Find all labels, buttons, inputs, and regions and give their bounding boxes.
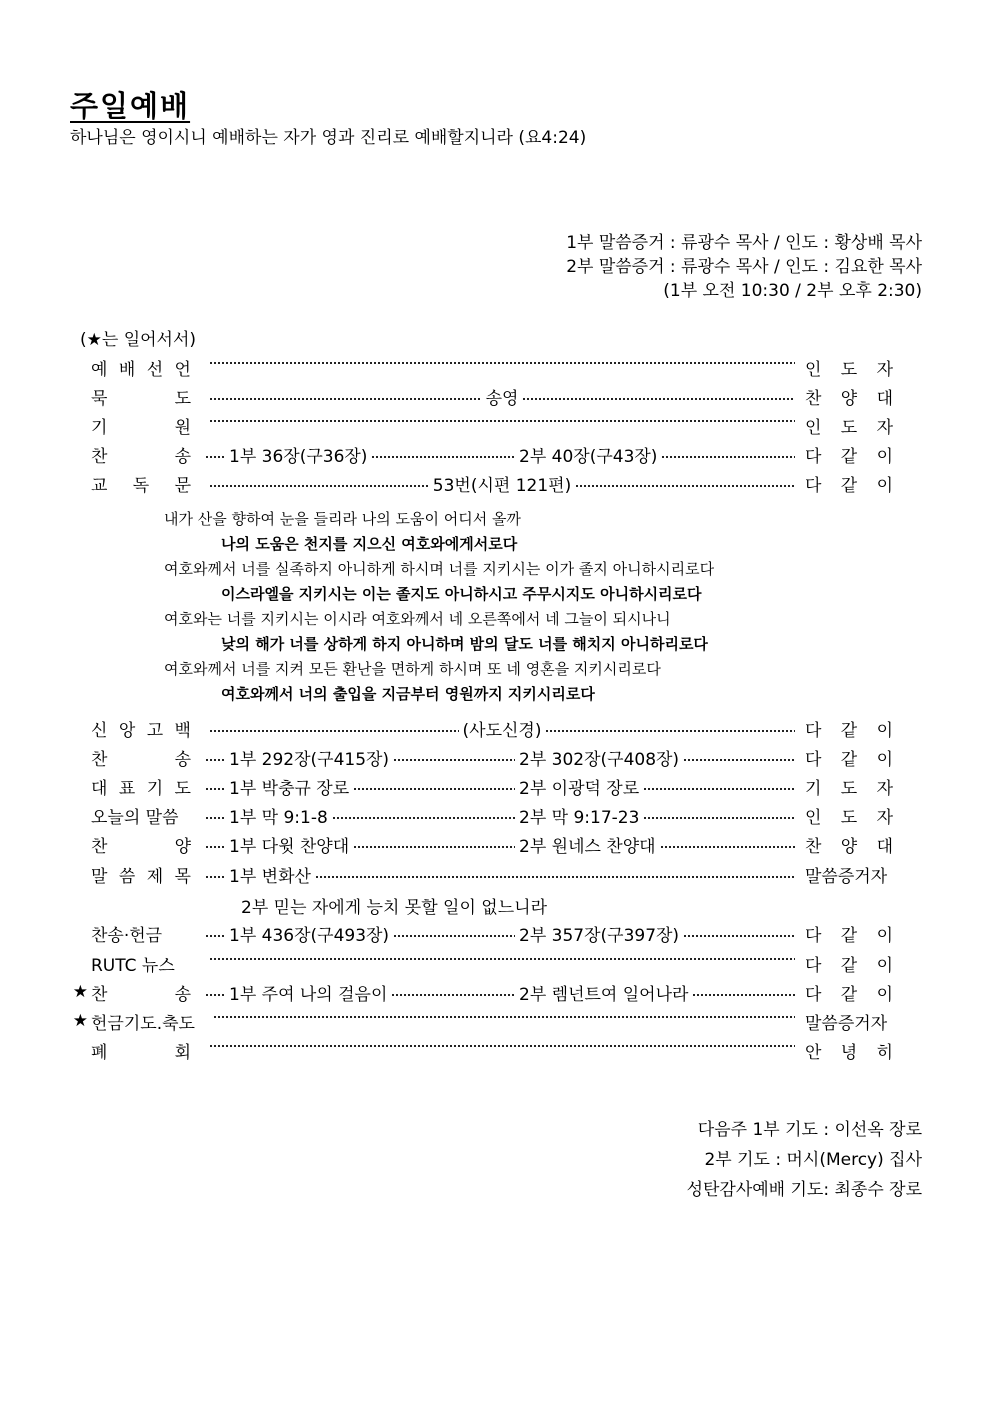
order-label: 찬 송 xyxy=(91,446,191,467)
order-label: 헌금기도.축도 xyxy=(91,1013,195,1034)
order-person: 다 같 이 xyxy=(805,749,893,770)
order-part1: 1부 주여 나의 걸음이 xyxy=(229,984,388,1005)
order-part2: 2부 40장(구43장) xyxy=(519,446,658,467)
order-row-silent-prayer xyxy=(68,382,893,410)
footer-line: 성탄감사예배 기도: 최종수 장로 xyxy=(686,1180,922,1200)
order-row-anthem xyxy=(68,830,893,858)
order-part1: 1부 다윗 찬양대 xyxy=(229,836,350,857)
order-person: 기 도 자 xyxy=(805,778,893,799)
order-label: 폐 회 xyxy=(91,1042,191,1063)
order-person: 안 녕 히 xyxy=(805,1042,893,1063)
order-person: 말씀증거자 xyxy=(805,1013,888,1034)
psalm-line: 여호와께서 너의 출입을 지금부터 영원까지 지키시리로다 xyxy=(221,685,595,703)
order-row-invocation xyxy=(68,411,893,439)
order-person: 다 같 이 xyxy=(805,720,893,741)
order-person: 인 도 자 xyxy=(805,807,893,828)
service-info xyxy=(566,231,922,303)
order-label: 기 원 xyxy=(91,417,191,438)
order-part1: 1부 36장(구36장) xyxy=(229,446,368,467)
psalm-line: 이스라엘을 지키시는 이는 졸지도 아니하시고 주무시지도 아니하시리로다 xyxy=(221,585,702,603)
order-part2: 2부 357장(구397장) xyxy=(519,925,680,946)
order-label: 묵 도 xyxy=(91,388,191,409)
order-label: 대 표 기 도 xyxy=(91,778,191,799)
order-label: 오늘의 말씀 xyxy=(91,807,179,828)
standing-star: ★ xyxy=(72,982,88,1002)
order-mid: 송영 xyxy=(485,388,519,409)
order-row-hymn-3 xyxy=(68,978,893,1006)
order-part1: 1부 변화산 xyxy=(229,866,311,887)
order-label: 찬송·헌금 xyxy=(91,925,163,946)
order-label: 말 씀 제 목 xyxy=(91,866,191,887)
order-person: 다 같 이 xyxy=(805,446,893,467)
order-row-call xyxy=(68,353,893,381)
info-line: 2부 말씀증거 : 류광수 목사 / 인도 : 김요한 목사 xyxy=(566,257,922,277)
order-label: 찬 송 xyxy=(91,984,191,1005)
order-part1: 1부 436장(구493장) xyxy=(229,925,390,946)
sermon-title-part2: 2부 믿는 자에게 능치 못할 일이 없느니라 xyxy=(241,898,547,918)
subtitle-verse: 하나님은 영이시니 예배하는 자가 영과 진리로 예배할지니라 (요4:24) xyxy=(70,128,587,148)
order-row-closing xyxy=(68,1036,893,1064)
order-label: RUTC 뉴스 xyxy=(91,955,175,976)
order-part1: 1부 292장(구415장) xyxy=(229,749,390,770)
order-row-hymn-2 xyxy=(68,743,893,771)
footer-info xyxy=(687,1115,922,1205)
order-part2: 2부 막 9:17-23 xyxy=(519,807,640,828)
order-part2: 2부 렘넌트여 일어나라 xyxy=(519,984,689,1005)
psalm-line: 여호와는 너를 지키시는 이시라 여호와께서 네 오른쪽에서 네 그늘이 되시나니 xyxy=(164,610,671,628)
order-row-representative-prayer xyxy=(68,772,893,800)
psalm-line: 여호와께서 너를 실족하지 아니하게 하시며 너를 지키시는 이가 졸지 아니하시리로다 xyxy=(164,560,715,578)
order-part2: 2부 이광덕 장로 xyxy=(519,778,640,799)
psalm-line: 여호와께서 너를 지켜 모든 환난을 면하게 하시며 또 네 영혼을 지키시리로다 xyxy=(164,660,661,678)
order-row-offering xyxy=(68,919,893,947)
order-person: 인 도 자 xyxy=(805,359,893,380)
order-person: 말씀증거자 xyxy=(805,866,888,887)
standing-note: (★는 일어서서) xyxy=(80,330,197,350)
footer-line: 다음주 1부 기도 : 이선옥 장로 xyxy=(697,1120,922,1140)
order-label: 찬 송 xyxy=(91,749,191,770)
order-row-hymn-1 xyxy=(68,440,893,468)
order-person: 다 같 이 xyxy=(805,984,893,1005)
info-line: 1부 말씀증거 : 류광수 목사 / 인도 : 황상배 목사 xyxy=(566,233,922,253)
order-person: 다 같 이 xyxy=(805,475,893,496)
psalm-line: 나의 도움은 천지를 지으신 여호와에게서로다 xyxy=(221,535,518,553)
order-person: 다 같 이 xyxy=(805,925,893,946)
order-label: 찬 양 xyxy=(91,836,191,857)
order-part2: 2부 원네스 찬양대 xyxy=(519,836,656,857)
order-person: 찬 양 대 xyxy=(805,836,893,857)
order-mid: 53번(시편 121편) xyxy=(432,475,572,496)
order-label: 신 앙 고 백 xyxy=(91,720,191,741)
order-mid: (사도신경) xyxy=(462,720,542,741)
order-row-creed xyxy=(68,714,893,742)
standing-star: ★ xyxy=(72,1011,88,1031)
order-row-sermon-title xyxy=(68,860,893,888)
order-label: 예 배 선 언 xyxy=(91,359,191,380)
psalm-line: 내가 산을 향하여 눈을 들리라 나의 도움이 어디서 올까 xyxy=(164,510,521,528)
order-part1: 1부 막 9:1-8 xyxy=(229,807,328,828)
order-row-responsive-reading xyxy=(68,469,893,497)
order-label: 교 독 문 xyxy=(91,475,191,496)
psalm-line: 낮의 해가 너를 상하게 하지 아니하며 밤의 달도 너를 해치지 아니하리로다 xyxy=(221,635,708,653)
info-line: (1부 오전 10:30 / 2부 오후 2:30) xyxy=(663,281,922,301)
order-person: 찬 양 대 xyxy=(805,388,893,409)
footer-line: 2부 기도 : 머시(Mercy) 집사 xyxy=(704,1150,922,1170)
order-row-news xyxy=(68,949,893,977)
page-title: 주일예배 xyxy=(70,89,191,123)
order-person: 인 도 자 xyxy=(805,417,893,438)
order-part1: 1부 박충규 장로 xyxy=(229,778,350,799)
order-row-scripture xyxy=(68,801,893,829)
order-part2: 2부 302장(구408장) xyxy=(519,749,680,770)
order-row-benediction xyxy=(68,1007,893,1035)
order-person: 다 같 이 xyxy=(805,955,893,976)
